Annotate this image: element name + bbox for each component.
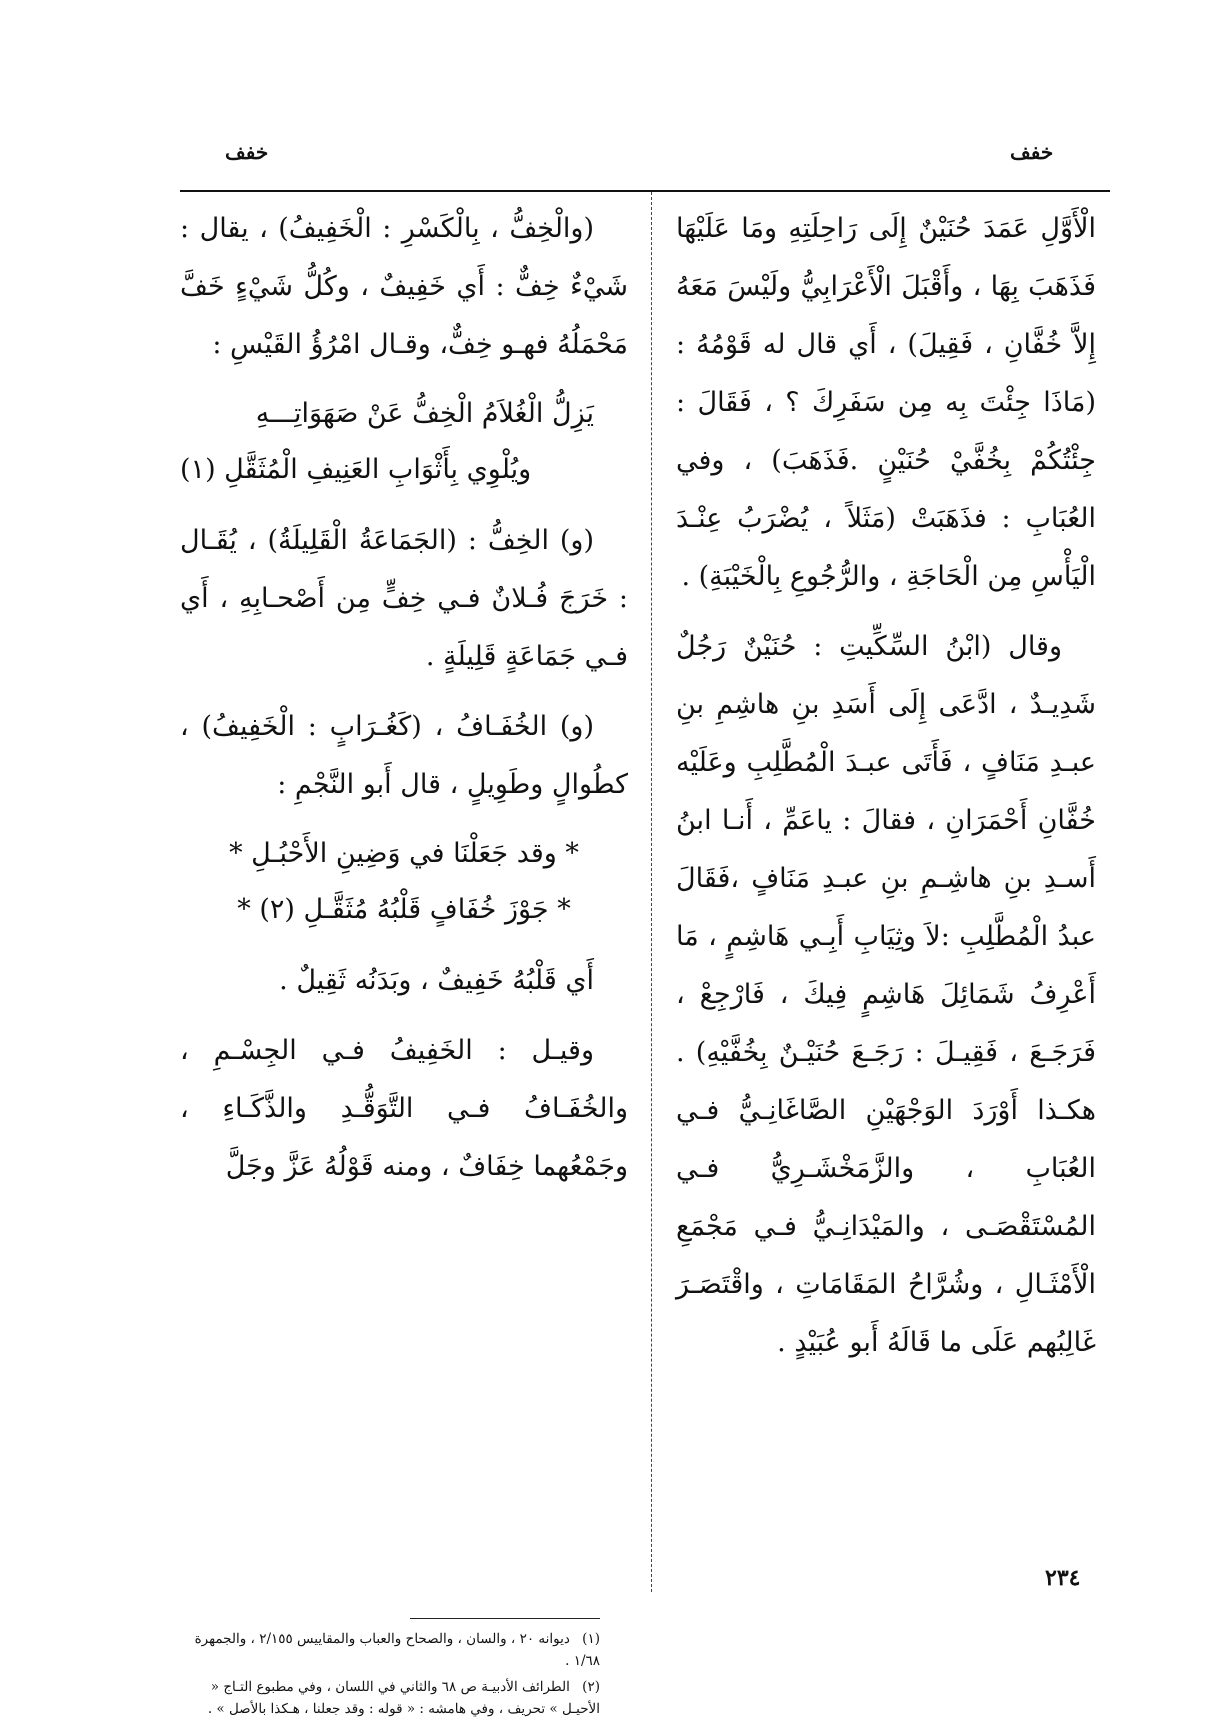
left-paragraph: أَي قَلْبُهُ خَفِيفٌ ، وبَدَنُه ثَقِيلٌ .	[279, 965, 594, 996]
footnote	[180, 1676, 600, 1720]
right-paragraph: الْأَوَّلِ عَمَدَ حُنَيْنٌ إِلَى رَاحِلَتِهِ ومَا عَلَيْهَا فَذَهَبَ بِهَا ، وأَقْبَلَ الْأَعْرَابِيُّ ولَيْسَ مَعَهُ إِلاَّ خُفَّانِ ، فَقِيلَ) ، أَي قال له قَوْمُهُ : (مَاذَا جِئْتَ بِه مِن سَفَرِكَ ؟ ، فَقَالَ : جِئْتُكُمْ بِخُفَّيْ حُنَيْنٍ .فَذَهَبَ) ، وفي العُبَابِ : فذَهَبَتْ (مَثَلاً ، يُضْرَبُ عِنْـدَ الْيَأْسِ مِن الْحَاجَةِ ، والرُّجُوعِ بِالْخَيْبَةِ) .	[676, 213, 1096, 592]
footnote-rule	[410, 1618, 600, 1619]
verse-hemistich: ويُلْوِي بِأَثْوَابِ العَنِيفِ الْمُثَقَّلِ (١)	[180, 454, 532, 485]
header-rule	[180, 190, 1110, 192]
left-paragraph: (و) الخِفُّ : (الجَمَاعَةُ الْقَلِيلَةُ) ، يُقَـال : خَرَجَ فُـلانٌ فـي خِفٍّ مِن أَصْحـابِهِ ، أَي فـي جَمَاعَةٍ قَلِيلَةٍ .	[180, 525, 628, 672]
rajaz-line: * جَوْزَ خُفَافٍ قَلْبُهُ مُثَقَّـلِ (٢) *	[237, 894, 571, 925]
left-column	[180, 200, 628, 1208]
footnote-text: ديوانه ٢٠ ، والسان ، والصحاح والعباب والمقاييس ٢/١٥٥ ، والجمهرة ١/٦٨ .	[194, 1631, 600, 1669]
column-divider	[651, 192, 652, 1592]
left-paragraph: (و) الخُفَـافُ ، (كَغُـرَابٍ : الْخَفِيفُ) ، كطُوالٍ وطَوِيلٍ ، قال أَبو النَّجْمِ :	[180, 711, 628, 800]
page-number: ٢٣٤	[1045, 1565, 1081, 1591]
footnote	[180, 1628, 600, 1672]
left-paragraph: (والْخِفُّ ، بِالْكَسْرِ : الْخَفِيفُ) ، يقال : شَيْءٌ خِفٌّ : أَي خَفِيفٌ ، وكُلُّ شَيْءٍ خَفَّ مَحْمَلُهُ فهـو خِفٌّ، وقـال امْرُؤُ القَيْسِ :	[180, 213, 628, 360]
footnote-text: الطرائف الأدبيـة ص ٦٨ والثاني في اللسان ، وفي مطبوع التـاج « الأحيـل » تحريف ، وفي هامشه : « قوله : وقد جعلنا ، هـكذا بالأصل » .	[207, 1679, 600, 1717]
left-paragraph: وقيـل : الخَفِيفُ فـي الجِسْـمِ ، والخُفَـافُ فـي التَّوَقُّـدِ والذَّكَـاءِ ، وجَمْعُهما خِفَافٌ ، ومنه قَوْلُهُ عَزَّ وجَلَّ	[180, 1035, 628, 1182]
running-header-right: خفف	[1010, 140, 1054, 164]
rajaz-verse	[180, 826, 628, 938]
right-paragraph: وقال (ابْنُ السِّكِّيتِ : حُنَيْنٌ رَجُلٌ شَدِيـدٌ ، ادَّعَى إِلَى أَسَدِ بنِ هاشِمِ بنِ عبـدِ مَنَافٍ ، فَأَتَى عبـدَ الْمُطَّلِبِ وعَلَيْه خُفَّانِ أَحْمَرَانِ ، فقالَ : ياعَمِّ ، أَنـا ابنُ أَسـدِ بنِ هاشِـمِ بنِ عبـدِ مَنَافٍ ،فَقَالَ عبدُ الْمُطَّلِبِ :لاَ وثِيَابِ أَبِـي هَاشِمٍ ، مَا أَعْرِفُ شَمَائِلَ هَاشِمٍ فِيكَ ، فَارْجِعْ ، فَرَجَـعَ ، فَقِيـلَ : رَجَـعَ حُنَيْـنٌ بِخُفَّيْهِ) . هكـذا أَوْرَدَ الوَجْهَيْنِ الصَّاغَانِـيُّ فـي العُبَابِ ، والزَّمَخْشَـرِيُّ فـي المُسْتَقْصَـى ، والمَيْدَانِـيُّ فـي مَجْمَعِ الْأَمْثَـالِ ، وشُرَّاحُ المَقَامَاتِ ، واقْتَصَـرَ غَالِبُهم عَلَى ما قَالَهُ أَبو عُبَيْدٍ .	[676, 631, 1096, 1358]
running-header-left: خفف	[225, 140, 269, 164]
right-column	[676, 200, 1096, 1384]
footnote-number: (٢)	[582, 1679, 600, 1695]
poetry-verse	[180, 386, 628, 498]
footnotes	[180, 1628, 600, 1724]
footnote-number: (١)	[582, 1631, 600, 1647]
rajaz-line: * وقد جَعَلْنَا في وَضِينِ الأَحْبُـلِ *	[229, 838, 579, 869]
verse-hemistich: يَزِلُّ الْغُلاَمُ الْخِفُّ عَنْ صَهَوَاتِـــهِ	[255, 398, 594, 429]
